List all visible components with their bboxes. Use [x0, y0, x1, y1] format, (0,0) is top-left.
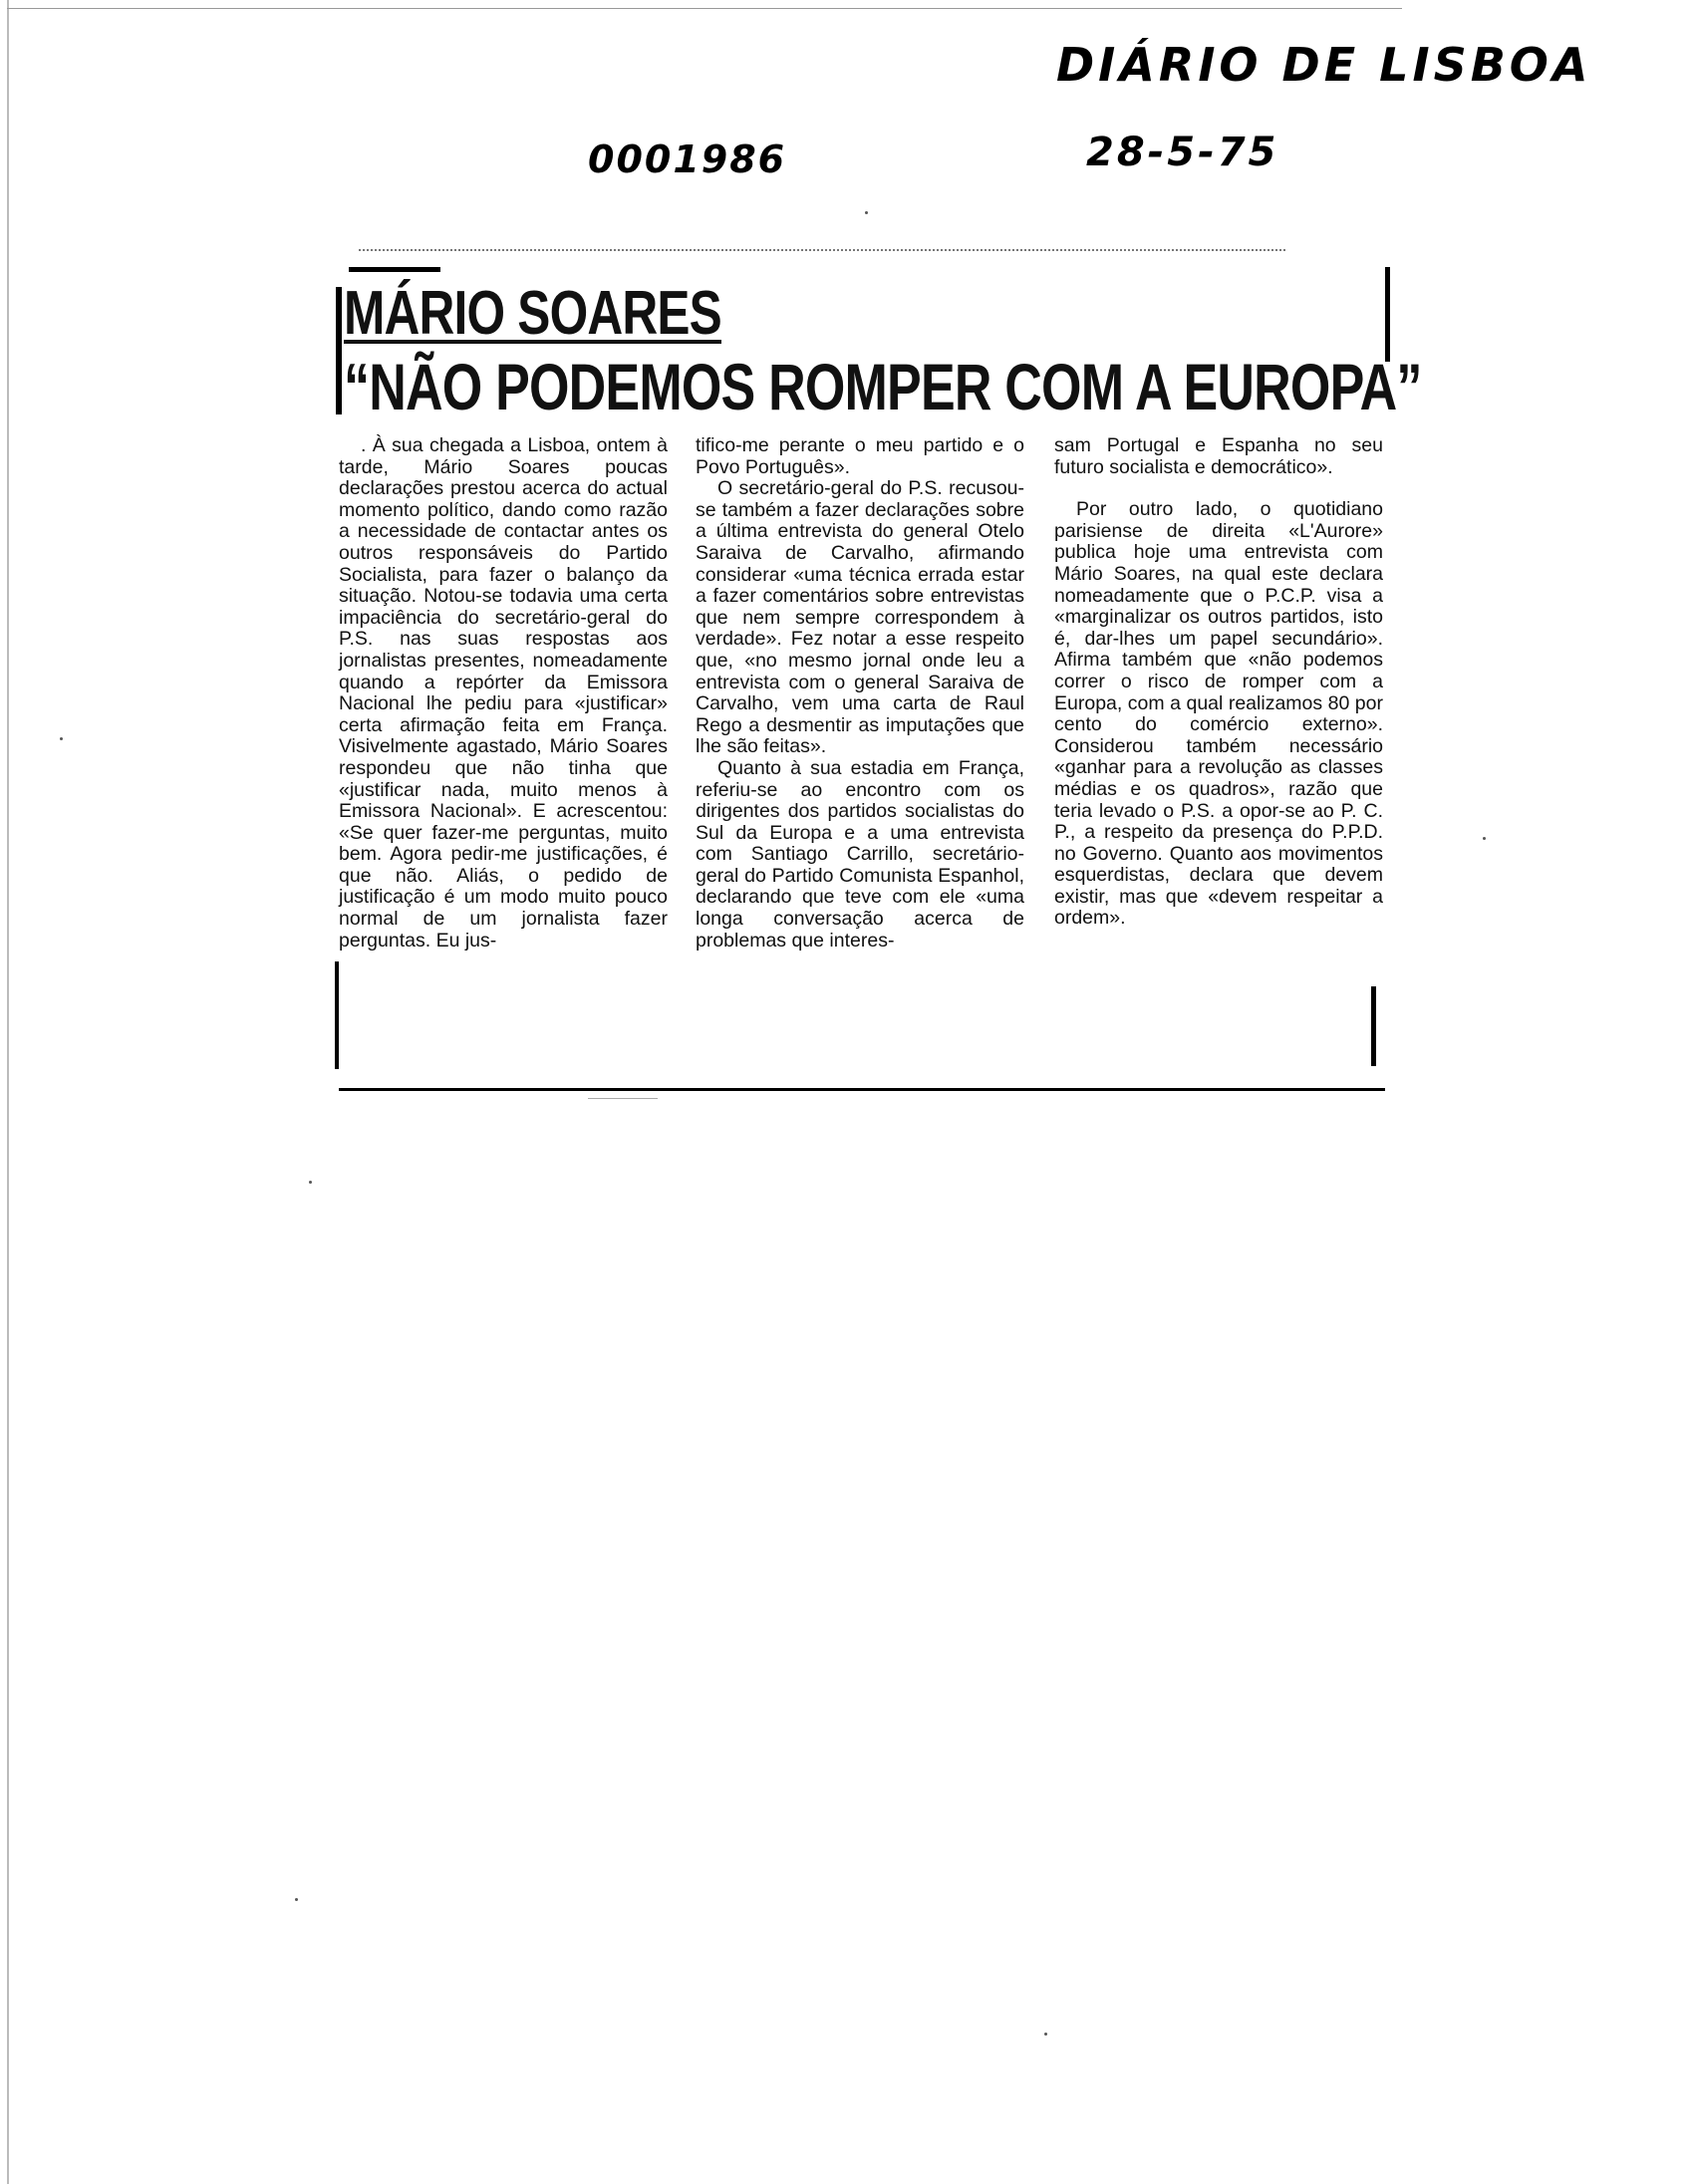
article-paragraph: O secretário-geral do P.S. recusou-se também a fazer declarações sobre a última entrevista do general Otelo Saraiva de Carvalho, afirmando considerar «uma técnica errada estar a fazer comentários sobre entrevistas que nem sempre correspondem à verdade». Fez notar a esse respeito que, «no mesmo jornal onde leu a entrevista com o general Saraiva de Carvalho, vem uma carta de Raul Rego a desmentir as imputações que lhe são feitas». — [696, 477, 1024, 758]
article-paragraph: sam Portugal e Espanha no seu futuro socialista e democrático». — [1054, 434, 1383, 478]
handwritten-archive-number: 0001986 — [588, 137, 787, 181]
kicker-bar — [349, 267, 440, 272]
headline-right-bar — [1385, 267, 1390, 362]
handwritten-source: DIÁRIO DE LISBOA — [1056, 38, 1592, 92]
bottom-rule — [339, 1088, 1385, 1091]
article-paragraph: tifico-me perante o meu partido e o Povo Português». — [696, 434, 1024, 478]
article-column-2 — [696, 435, 1024, 952]
scan-speck — [1044, 2033, 1047, 2036]
scan-speck — [60, 737, 63, 740]
article-paragraph: . À sua chegada a Lisboa, ontem à tarde, Mário Soares poucas declarações prestou acerca do actual momento político, dando como razão a necessidade de contactar antes os outros responsáveis do Partido Socialista, para fazer o balanço da situação. Notou-se todavia uma certa impaciência do secretário-geral do P.S. nas suas respostas aos jornalistas presentes, nomeadamente quando a repórter da Emissora Nacional lhe pediu para «justificar» certa afirmação feita em França. Visivelmente agastado, Mário Soares respondeu que não tinha que «justificar nada, muito menos à Emissora Nacional». E acrescentou: «Se quer fazer-me perguntas, muito bem. Agora pedir-me justificações, é que não. Aliás, o pedido de justificação é um modo muito pouco normal de um jornalista fazer perguntas. Eu jus- — [339, 434, 668, 952]
headline-left-bar — [336, 287, 342, 414]
margin-mark-right — [1371, 986, 1376, 1066]
scan-speck — [295, 1898, 298, 1901]
margin-mark-left — [335, 961, 339, 1069]
article-headline: “NÃO PODEMOS ROMPER COM A EUROPA” — [344, 350, 1422, 423]
handwritten-date: 28-5-75 — [1086, 130, 1279, 175]
article-paragraph: Por outro lado, o quotidiano parisiense de direita «L'Aurore» publica hoje uma entrevista com Mário Soares, na qual este declara nomeadamente que o P.C.P. visa a «marginalizar os outros partidos, isto é, dar-lhes um papel secundário». Afirma também que «não podemos correr o risco de romper com a Europa, com a qual realizamos 80 por cento do comércio externo». Considerou também necessário «ganhar para a revolução as classes médias e os quadros», razão que teria levado o P.S. a opor-se ao P. C. P., a respeito da presença do P.P.D. no Governo. Quanto aos movimentos esquerdistas, declara que devem existir, mas que «devem respeitar a ordem». — [1054, 498, 1383, 930]
scan-left-edge — [7, 0, 9, 2184]
scan-speck — [309, 1181, 312, 1184]
scan-speck — [865, 211, 868, 214]
article-column-3 — [1054, 435, 1383, 930]
article-paragraph: Quanto à sua estadia em França, referiu-se ao encontro com os dirigentes dos partidos socialistas do Sul da Europa e a uma entrevista com Santiago Carrillo, secretário-geral do Partido Comunista Espanhol, declarando que teve com ele «uma longa conversação acerca de problemas que interes- — [696, 756, 1024, 952]
article-kicker: MÁRIO SOARES — [344, 279, 721, 348]
dotted-divider — [359, 249, 1285, 251]
scan-speck — [1483, 837, 1486, 840]
article-body — [339, 435, 1385, 1073]
scan-top-edge — [7, 8, 1402, 9]
bottom-rule-faint — [588, 1098, 658, 1099]
article-column-1 — [339, 435, 668, 952]
